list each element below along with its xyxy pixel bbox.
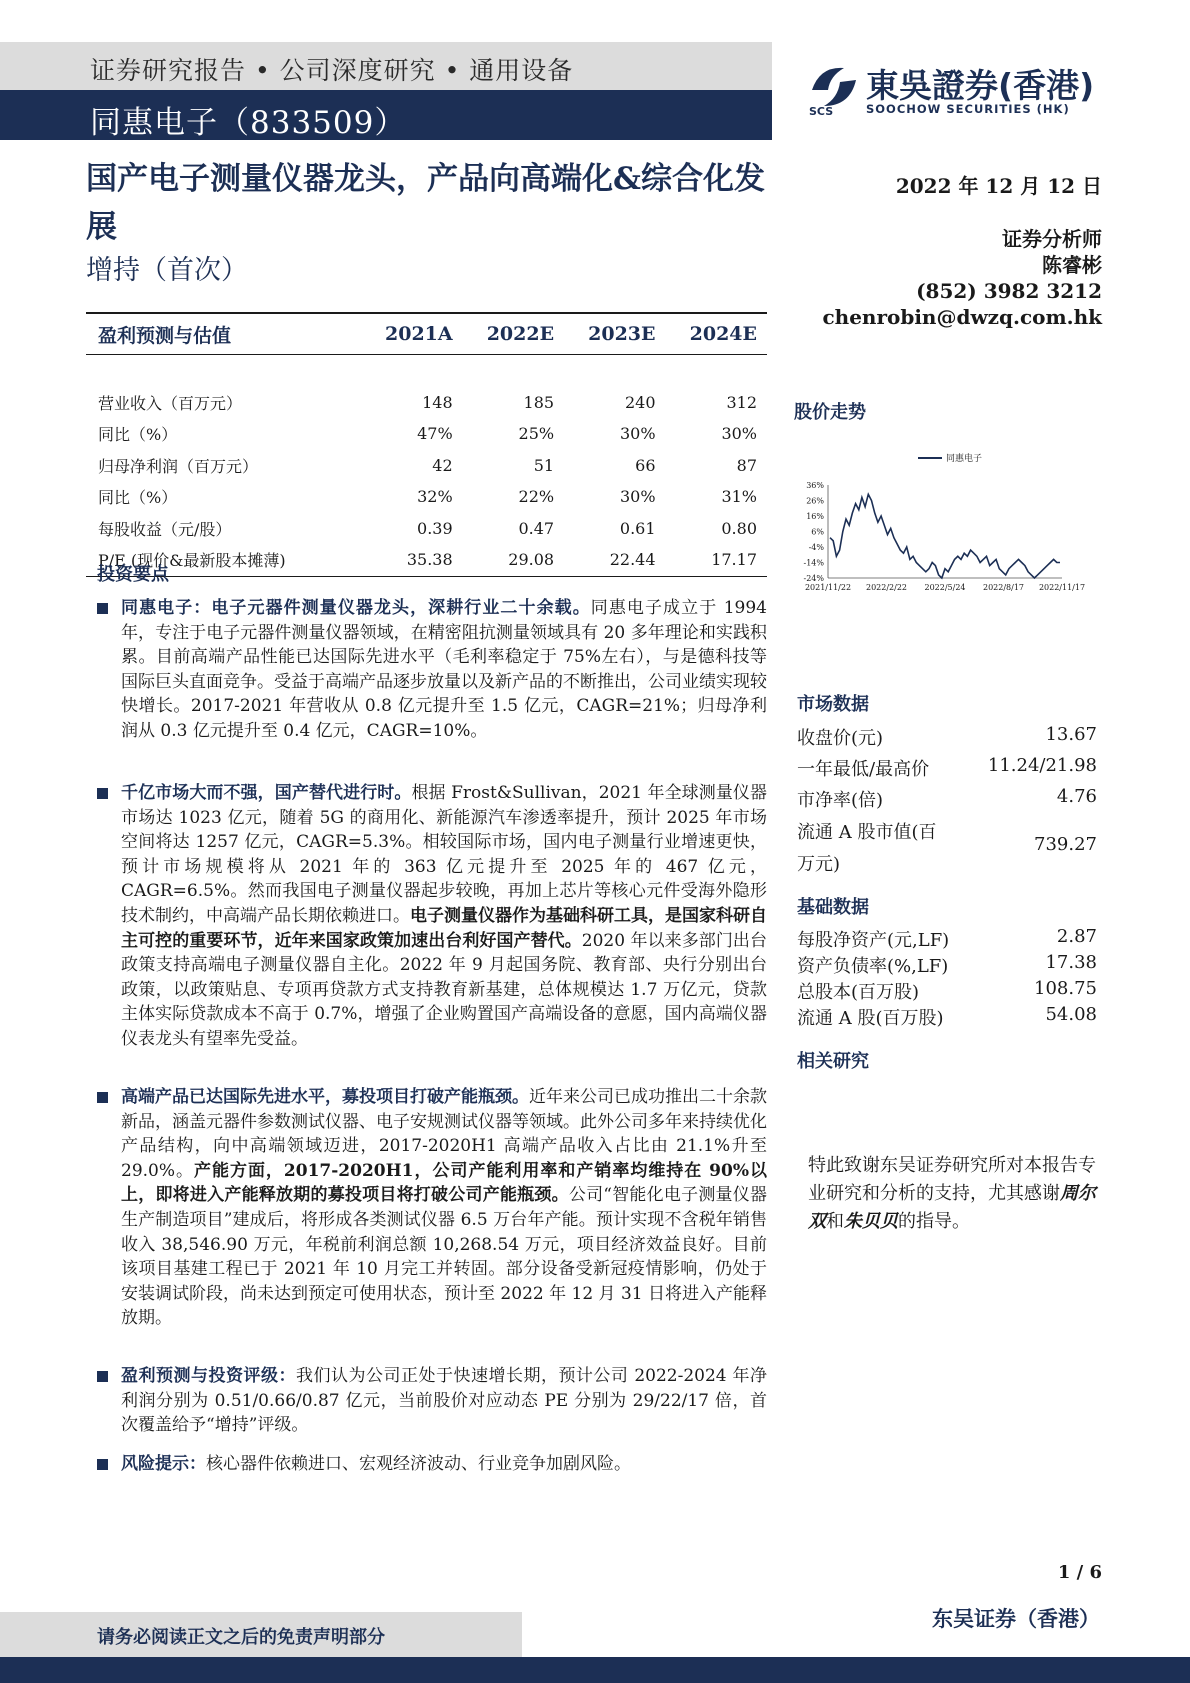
table-row — [86, 418, 767, 450]
footer-bar — [0, 1657, 1190, 1683]
point-title: 风险提示： — [121, 1454, 206, 1474]
forecast-header-row — [86, 313, 767, 355]
market-key: 流通 A 股市值(百 — [797, 822, 937, 843]
y-tick-label: 26% — [806, 496, 824, 506]
investment-point — [97, 781, 767, 1052]
investment-point — [97, 1452, 767, 1477]
row-label: 归母净利润（百万元） — [98, 456, 259, 476]
point-body: 核心器件依赖进口、宏观经济波动、行业竞争加剧风险。 — [206, 1454, 631, 1474]
cell: 25% — [518, 424, 555, 444]
row-label: 同比（%） — [98, 488, 178, 508]
cell: 87 — [736, 455, 757, 475]
y-tick-label: 36% — [806, 481, 824, 490]
legend-label: 同惠电子 — [946, 454, 983, 464]
rating: 增持（首次） — [86, 255, 248, 286]
thanks-name: 周尔双 — [808, 1183, 1096, 1232]
basic-row — [797, 1004, 1097, 1030]
market-value: 4.76 — [1056, 786, 1097, 807]
bullet-icon — [97, 1092, 108, 1103]
forecast-title: 盈利预测与估值 — [86, 313, 361, 355]
series-line — [830, 494, 1060, 578]
cell: 30% — [619, 424, 656, 444]
cell: 0.80 — [721, 518, 757, 538]
point-body: 公司“智能化电子测量仪器生产制造项目”建成后，将形成各类测试仪器 6.5 万台年产能。预计实现不含税年销售收入 38,546.90 万元，年税前利润总额 10,268.54 万元，项目经济效益良好。目前该项目基建工程已于 2021 年 10 月完工并转固。部分设备受新冠疫情影响，仍处于安装调试阶段，尚未达到预定可使用状态，预计至 2022 年 12 月 31 日将进入产能释放期。 — [121, 1185, 768, 1329]
year-header: 2022E — [463, 313, 564, 355]
x-tick-label: 2022/5/24 — [924, 583, 966, 592]
basic-key: 每股净资产(元,LF) — [797, 930, 950, 951]
market-value: 11.24/21.98 — [987, 755, 1097, 776]
market-row — [797, 786, 1097, 812]
y-tick-label: -4% — [808, 543, 824, 552]
cell: 0.61 — [619, 518, 656, 538]
investment-point — [97, 1364, 767, 1438]
basic-row — [797, 926, 1097, 952]
market-key: 收盘价(元) — [797, 728, 884, 749]
row-label: 营业收入（百万元） — [98, 393, 243, 413]
y-tick-label: -14% — [803, 558, 824, 568]
cell: 32% — [417, 487, 453, 507]
logo-mark-text: SCS — [809, 105, 834, 116]
y-tick-group — [804, 481, 825, 583]
table-spacer — [86, 355, 767, 387]
acknowledgement — [808, 1152, 1098, 1236]
cell: 22.44 — [564, 544, 665, 576]
analyst-name: 陈睿彬 — [1042, 253, 1102, 277]
point-body: 根据 Frost&Sullivan，2021 年全球测量仪器市场达 1023 亿元，随着 5G 的商用化、新能源汽车渗透率提升，预计 2025 年市场空间将达 1257 亿元，CAGR=5.3%。相较国际市场，国内电子测量行业增速更快，预计市场规模将从 2021 年的 363 亿元提升至 2025 年的 467 亿元，CAGR=6.5%。然而我国电子测量仪器起步较晚，再加上芯片等核心元件受海外隐形技术制约，中高端产品长期依赖进口。 — [121, 783, 768, 926]
x-tick-label: 2022/11/17 — [1038, 583, 1086, 592]
row-label: 每股收益（元/股） — [98, 519, 232, 539]
report-title: 国产电子测量仪器龙头，产品向高端化&综合化发展 — [86, 161, 765, 245]
market-value: 13.67 — [1045, 724, 1097, 745]
footer-disclaimer-bar — [0, 1612, 522, 1657]
cell: 17.17 — [666, 544, 767, 576]
row-label: 同比（%） — [98, 425, 178, 445]
basic-value: 108.75 — [1034, 978, 1097, 999]
year-header: 2021A — [361, 313, 463, 355]
point-title: 盈利预测与投资评级： — [121, 1366, 296, 1386]
bullet-icon — [97, 1459, 108, 1470]
logo-name: 東吳證券(香港) — [866, 66, 1095, 105]
header-company-bar — [0, 90, 772, 140]
analyst-block — [822, 226, 1102, 330]
cell: 51 — [533, 455, 555, 475]
row-label: P/E (现价&最新股本摊薄) — [86, 544, 361, 576]
table-row — [86, 481, 767, 513]
point-emphasis: 产能方面，2017-2020H1，公司产能利用率和产销率均维持在 90%以上，即将进入产能释放期的募投项目将打破公司产能瓶颈。 — [121, 1160, 767, 1206]
forecast-table — [86, 312, 767, 577]
x-tick-group — [805, 583, 1085, 592]
point-body: 近年来公司已成功推出二十余款新品，涵盖元器件参数测试仪器、电子安规测试仪器等领域。此外公司多年来持续优化产品结构，向中高端领域迈进，2017-2020H1 高端产品收入占比由 21.1%升至 29.0%。 — [121, 1087, 767, 1181]
y-tick-label: 6% — [811, 527, 824, 537]
price-chart — [790, 440, 1090, 600]
cell: 148 — [422, 392, 453, 412]
thanks-text: 和 — [826, 1211, 844, 1232]
table-row — [86, 544, 767, 576]
basic-key: 总股本(百万股) — [797, 982, 920, 1003]
basic-heading: 基础数据 — [797, 897, 869, 918]
analyst-email[interactable]: chenrobin@dwzq.com.hk — [822, 305, 1102, 329]
investment-point — [97, 596, 767, 744]
price-trend-heading: 股价走势 — [794, 402, 866, 423]
basic-key: 流通 A 股(百万股) — [797, 1008, 944, 1029]
company-name: 同惠电子（833509） — [90, 105, 407, 141]
logo-mark-icon — [806, 60, 862, 116]
cell: 0.39 — [417, 518, 453, 538]
cell: 22% — [518, 487, 555, 507]
table-row — [86, 450, 767, 482]
cell: 31% — [721, 487, 757, 507]
market-key: 市净率(倍) — [797, 790, 884, 811]
cell: 0.47 — [518, 518, 555, 538]
market-value: 739.27 — [1034, 834, 1097, 855]
bullet-icon — [97, 788, 108, 799]
basic-row — [797, 952, 1097, 978]
basic-key: 资产负债率(%,LF) — [797, 956, 949, 977]
brand-logo — [806, 60, 1106, 120]
cell: 66 — [635, 455, 656, 475]
point-title: 同惠电子：电子元器件测量仪器龙头，深耕行业二十余载。 — [121, 598, 591, 618]
basic-value: 2.87 — [1056, 926, 1097, 947]
bullet-icon — [97, 1371, 108, 1382]
thanks-text: 特此致谢东吴证券研究所对本报告专业研究和分析的支持，尤其感谢 — [808, 1155, 1096, 1204]
point-body: 2020 年以来多部门出台政策支持高端电子测量仪器自主化。2022 年 9 月起国务院、教育部、央行分别出台政策，以政策贴息、专项再贷款方式支持教育新基建，总体规模达 1.7 万亿元，贷款主体实际贷款成本不高于 0.7%，增强了企业购置国产高端设备的意愿，国内高端仪器仪表龙头有望率先受益。 — [121, 930, 767, 1049]
market-heading: 市场数据 — [797, 694, 869, 715]
table-row — [86, 513, 767, 545]
cell: 35.38 — [361, 544, 463, 576]
market-row — [797, 724, 1097, 750]
report-date: 2022 年 12 月 12 日 — [895, 174, 1102, 198]
market-row — [797, 818, 1097, 876]
basic-row — [797, 978, 1097, 1004]
footer-disclaimer: 请务必阅读正文之后的免责声明部分 — [97, 1627, 385, 1648]
report-category: 证券研究报告 • 公司深度研究 • 通用设备 — [90, 56, 574, 85]
basic-value: 17.38 — [1045, 952, 1097, 973]
x-tick-label: 2022/8/17 — [982, 583, 1025, 592]
analyst-role: 证券分析师 — [1002, 227, 1102, 251]
investment-point — [97, 1085, 767, 1331]
x-tick-label: 2022/2/22 — [865, 583, 908, 592]
thanks-name: 朱贝贝 — [844, 1211, 898, 1232]
point-body: 同惠电子成立于 1994 年，专注于电子元器件测量仪器领域，在精密阻抗测量领域具有 20 多年理论和实践积累。目前高端产品性能已达国际先进水平（毛利率稳定于 75%左右），与是德科技等国际巨头直面竞争。受益于高端产品逐步放量以及新产品的不断推出，公司业绩实现较快增长。2017-2021 年营收从 0.8 亿元提升至 1.5 亿元，CAGR=21%；归母净利润从 0.3 亿元提升至 0.4 亿元，CAGR=10%。 — [121, 598, 767, 741]
basic-value: 54.08 — [1045, 1004, 1097, 1025]
year-header: 2023E — [564, 313, 665, 355]
table-row — [86, 387, 767, 419]
point-title: 千亿市场大而不强，国产替代进行时。 — [121, 783, 412, 803]
bullet-icon — [97, 603, 108, 614]
cell: 42 — [432, 455, 453, 475]
y-tick-label: 16% — [806, 512, 824, 521]
header-category-bar — [0, 42, 772, 90]
cell: 312 — [726, 392, 757, 412]
thanks-text: 的指导。 — [898, 1211, 970, 1232]
market-row — [797, 755, 1097, 781]
analyst-phone: (852) 3982 3212 — [916, 279, 1102, 303]
y-tick-label: -24% — [803, 574, 824, 583]
cell: 185 — [523, 392, 555, 412]
market-key-cont: 万元) — [797, 854, 841, 875]
cell: 240 — [624, 392, 656, 412]
cell: 30% — [619, 487, 656, 507]
investment-heading: 投资要点 — [97, 564, 169, 585]
page-number: 1 / 6 — [1057, 1562, 1102, 1583]
x-tick-label: 2021/11/22 — [804, 583, 852, 592]
market-key: 一年最低/最高价 — [797, 759, 930, 780]
point-body: 我们认为公司正处于快速增长期，预计公司 2022-2024 年净利润分别为 0.51/0.66/0.87 亿元，当前股价对应动态 PE 分别为 29/22/17 倍，首次覆盖给予“增持”评级。 — [121, 1366, 767, 1436]
point-emphasis: 电子测量仪器作为基础科研工具，是国家科研自主可控的重要环节，近年来国家政策加速出台利好国产替代。 — [121, 905, 767, 951]
related-heading: 相关研究 — [797, 1051, 869, 1072]
year-header: 2024E — [666, 313, 767, 355]
cell: 30% — [721, 424, 757, 444]
cell: 29.08 — [463, 544, 564, 576]
logo-english-name: SOOCHOW SECURITIES (HK) — [866, 102, 1070, 116]
footer-brand: 东吴证券（香港） — [932, 1606, 1100, 1631]
point-title: 高端产品已达国际先进水平，募投项目打破产能瓶颈。 — [121, 1087, 529, 1107]
cell: 47% — [417, 424, 453, 444]
